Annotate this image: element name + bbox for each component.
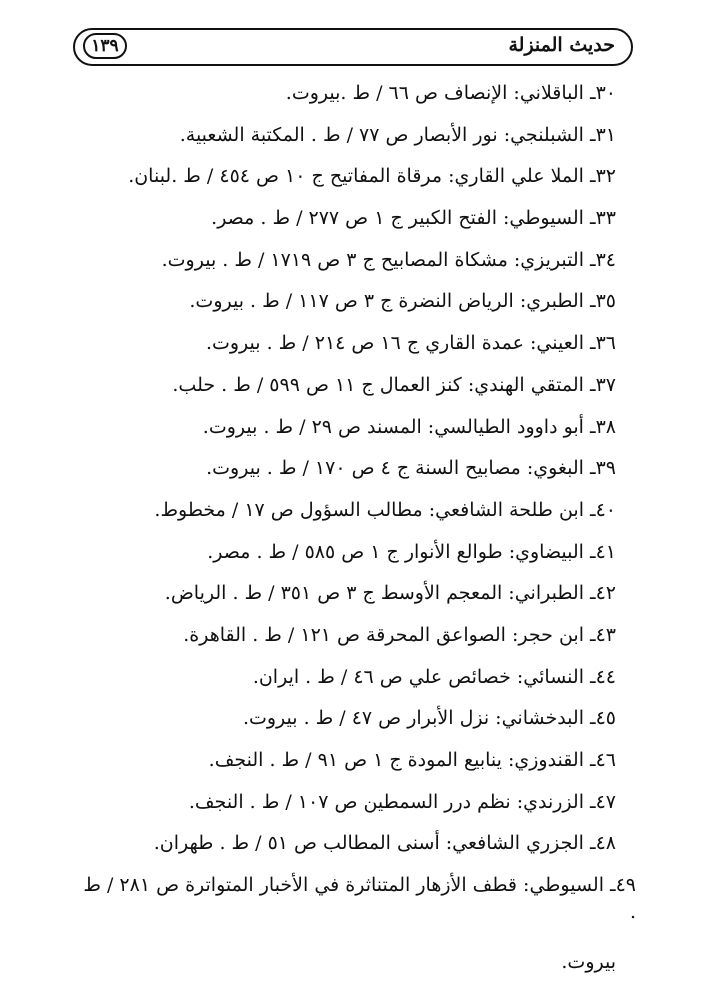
running-header — [73, 28, 633, 66]
reference-entry-last-line2: بيروت. — [561, 951, 616, 974]
reference-entry: ٣٧ـ المتقي الهندي: كنز العمال ج ١١ ص ٥٩٩ / ط . حلب. — [172, 373, 616, 396]
reference-entry: ٤٣ـ ابن حجر: الصواعق المحرقة ص ١٢١ / ط . القاهرة. — [183, 623, 616, 646]
page-number: ١٣٩ — [83, 33, 127, 59]
reference-entry: ٤٥ـ البدخشاني: نزل الأبرار ص ٤٧ / ط . بيروت. — [242, 707, 616, 730]
reference-entry: ٤٢ـ الطبراني: المعجم الأوسط ج ٣ ص ٣٥١ / ط . الرياض. — [164, 582, 616, 605]
reference-entry: ٣٦ـ العيني: عمدة القاري ج ١٦ ص ٢١٤ / ط . بيروت. — [205, 332, 616, 355]
reference-entry: ٤٦ـ القندوزي: ينابيع المودة ج ١ ص ٩١ / ط . النجف. — [208, 749, 616, 771]
reference-entry: ٣٠ـ الباقلاني: الإنصاف ص ٦٦ / ط .بيروت. — [285, 82, 616, 104]
reference-entry: ٣٤ـ التبريزي: مشكاة المصابيح ج ٣ ص ١٧١٩ / ط . بيروت. — [161, 248, 616, 271]
reference-entry: ٣٩ـ البغوي: مصابيح السنة ج ٤ ص ١٧٠ / ط . بيروت. — [206, 457, 616, 480]
reference-entry: ٤١ـ البيضاوي: طوالع الأنوار ج ١ ص ٥٨٥ / ط . مصر. — [207, 540, 616, 563]
reference-list — [76, 80, 636, 991]
reference-entry: ٤٨ـ الجزري الشافعي: أسنى المطالب ص ٥١ / ط . طهران. — [153, 832, 616, 855]
running-header-title: حديث المنزلة — [508, 34, 615, 56]
reference-entry: ٣٢ـ الملا علي القاري: مرقاة المفاتيح ج ١٠ ص ٤٥٤ / ط .لبنان. — [128, 165, 616, 188]
reference-entry: ٤٧ـ الزرندي: نظم درر السمطين ص ١٠٧ / ط . النجف. — [188, 790, 616, 813]
reference-entry-last — [76, 872, 636, 976]
reference-entry: ٤٤ـ النسائي: خصائص علي ص ٤٦ / ط . ايران. — [252, 665, 616, 688]
reference-entry: ٤٠ـ ابن طلحة الشافعي: مطالب السؤول ص ١٧ / مخطوط. — [154, 498, 616, 521]
reference-entry-last-line1: ٤٩ـ السيوطي: قطف الأزهار المتناثرة في الأخبار المتواترة ص ٢٨١ / ط . — [83, 874, 636, 924]
reference-entry: ٣٨ـ أبو داوود الطيالسي: المسند ص ٢٩ / ط . بيروت. — [202, 415, 616, 438]
reference-entry: ٣٥ـ الطبري: الرياض النضرة ج ٣ ص ١١٧ / ط . بيروت. — [189, 290, 616, 313]
reference-entry: ٣١ـ الشبلنجي: نور الأبصار ص ٧٧ / ط . المكتبة الشعبية. — [179, 123, 616, 146]
reference-entry: ٣٣ـ السيوطي: الفتح الكبير ج ١ ص ٢٧٧ / ط . مصر. — [211, 207, 616, 230]
